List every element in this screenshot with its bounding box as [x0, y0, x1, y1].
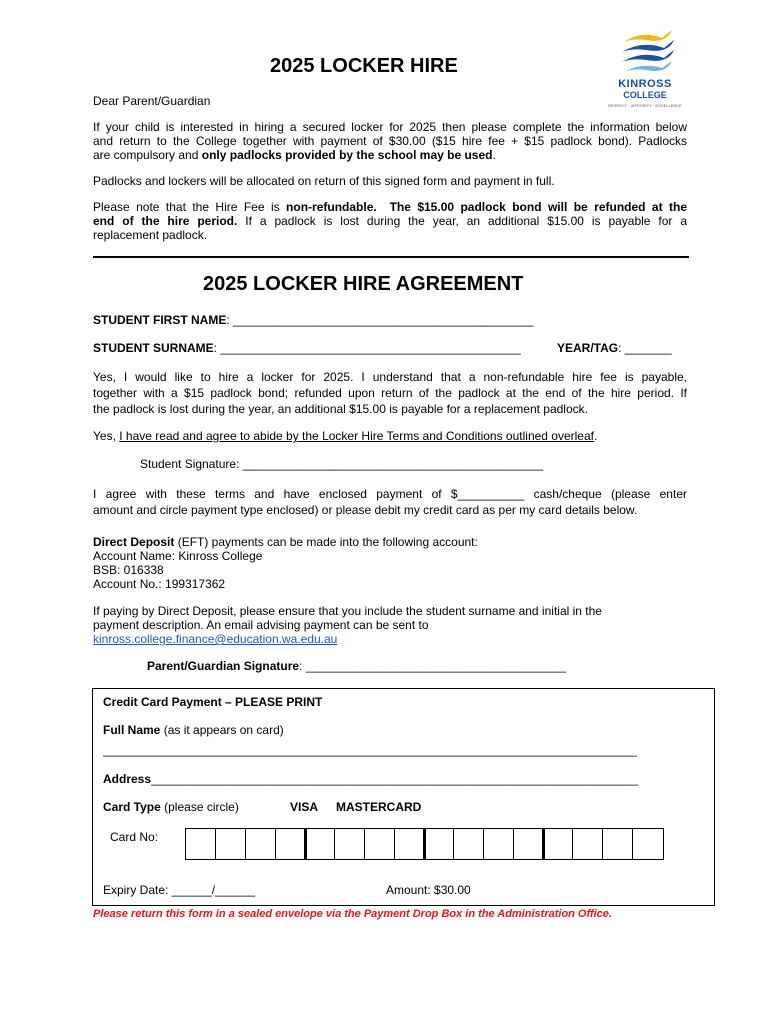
school-logo: [596, 28, 692, 112]
account-number: Account No.: 199317362: [93, 577, 226, 591]
terms-reference: I have read and agree to abide by the Locker Hire Terms and Conditions outlined overleaf: [119, 429, 594, 443]
card-digit-cell[interactable]: [632, 829, 633, 859]
card-digit-cell[interactable]: [245, 829, 246, 859]
text-run: .: [492, 148, 496, 162]
credit-card-box: [92, 688, 715, 906]
card-digit-cell[interactable]: [602, 829, 603, 859]
field-label: YEAR/TAG: [557, 341, 619, 355]
card-digit-cell[interactable]: [334, 829, 335, 859]
logo-name: KINROSS: [618, 78, 672, 90]
field-blank[interactable]: : _____________________________________________: [226, 313, 534, 327]
field-hint: (as it appears on card): [160, 723, 284, 737]
allocation-note: Padlocks and lockers will be allocated on return of this signed form and payment in full.: [93, 174, 555, 188]
text-run: Yes,: [93, 429, 120, 443]
kinross-wave-icon: [616, 28, 676, 78]
finance-email-link[interactable]: kinross.college.finance@education.wa.edu.au: [93, 632, 338, 646]
refund-note-line: [93, 200, 687, 214]
deposit-note-line: payment description. An email advising payment can be sent to: [93, 618, 429, 632]
card-digit-cell[interactable]: [513, 829, 514, 859]
card-type-label: [103, 800, 239, 814]
direct-deposit-label: Direct Deposit: [93, 535, 175, 549]
text-run-bold: only padlocks provided by the school may be used: [201, 148, 493, 162]
card-digit-cell[interactable]: [215, 829, 216, 859]
direct-deposit-intro: [93, 535, 478, 549]
agreement-paragraph-line: Yes, I would like to hire a locker for 2025. I understand that a non-refundable hire fee is payable,: [93, 370, 687, 384]
card-digit-cell[interactable]: [542, 829, 545, 859]
field-blank[interactable]: _________________________________________________________________________: [151, 772, 639, 786]
intro-paragraph-line: and return to the College together with payment of $30.00 ($15 hire fee + $15 padlock bond). Padlocks: [93, 134, 687, 148]
field-label: STUDENT FIRST NAME: [93, 313, 227, 327]
card-digit-cell[interactable]: [572, 829, 573, 859]
card-digit-cell[interactable]: [483, 829, 484, 859]
field-blank[interactable]: : _______________________________________: [299, 659, 566, 673]
agreement-paragraph-line: together with a $15 padlock bond; refunded upon return of the padlock at the end of the hire period. If: [93, 386, 687, 400]
field-label: Address: [103, 772, 152, 786]
deposit-note-line: If paying by Direct Deposit, please ensure that you include the student surname and initial in the: [93, 604, 602, 618]
greeting: Dear Parent/Guardian: [93, 94, 211, 108]
student-surname-field[interactable]: [93, 341, 521, 355]
card-digit-cell[interactable]: [394, 829, 395, 859]
student-signature-field[interactable]: Student Signature: _____________________________________________: [140, 457, 544, 471]
text-run: Please note that the Hire Fee is: [93, 200, 287, 214]
text-run-bold: end of the hire period.: [93, 214, 238, 228]
amount-text: Amount: $30.00: [386, 883, 471, 897]
card-digit-cell[interactable]: [304, 829, 307, 859]
agreement-title: 2025 LOCKER HIRE AGREEMENT: [203, 273, 524, 295]
card-digit-cell[interactable]: [423, 829, 426, 859]
card-number-grid[interactable]: [185, 828, 664, 860]
card-digit-cell[interactable]: [185, 829, 186, 859]
field-label: Parent/Guardian Signature: [147, 659, 300, 673]
text-run-bold: non-refundable.: [286, 200, 377, 214]
card-number-label: Card No:: [110, 830, 159, 844]
year-tag-field[interactable]: [557, 341, 672, 355]
field-label: STUDENT SURNAME: [93, 341, 214, 355]
text-run: are compulsory and: [93, 148, 202, 162]
field-blank[interactable]: : _______: [618, 341, 672, 355]
bsb-number: BSB: 016338: [93, 563, 164, 577]
section-divider: [93, 256, 689, 258]
refund-note-line: replacement padlock.: [93, 228, 208, 242]
text-run: (EFT) payments can be made into the following account:: [174, 535, 478, 549]
text-run: .: [594, 429, 598, 443]
intro-paragraph-line: If your child is interested in hiring a secured locker for 2025 then please complete the information below: [93, 120, 687, 134]
agreement-paragraph-line: the padlock is lost during the year, an additional $15.00 is payable for a replacement padlock.: [93, 402, 588, 416]
refund-note-line: [93, 214, 687, 228]
terms-agreement-line: [93, 429, 597, 443]
student-first-name-field[interactable]: [93, 313, 533, 327]
logo-tagline: RESPECT · INTEGRITY · EXCELLENCE: [608, 103, 682, 108]
field-label: Card Type: [103, 800, 161, 814]
card-type-visa[interactable]: VISA: [290, 800, 319, 814]
field-blank[interactable]: : _____________________________________________: [213, 341, 521, 355]
parent-signature-field[interactable]: [147, 659, 566, 673]
logo-subname: COLLEGE: [623, 90, 667, 100]
text-run-bold: The $15.00 padlock bond will be refunded at the: [389, 200, 688, 214]
field-label: Full Name: [103, 723, 161, 737]
text-run: If a padlock is lost during the year, an additional $15.00 is payable for a: [245, 214, 687, 228]
payment-agreement-line: I agree with these terms and have enclosed payment of $__________ cash/cheque (please enter: [93, 487, 687, 501]
payment-agreement-line: amount and circle payment type enclosed) or please debit my credit card as per my card details below.: [93, 503, 638, 517]
card-digit-cell[interactable]: [364, 829, 365, 859]
credit-card-heading: Credit Card Payment – PLEASE PRINT: [103, 695, 323, 709]
account-name: Account Name: Kinross College: [93, 549, 263, 563]
field-hint: (please circle): [160, 800, 239, 814]
page-title: 2025 LOCKER HIRE: [270, 55, 458, 77]
intro-paragraph-line: [93, 148, 496, 162]
full-name-field[interactable]: ________________________________________________________________________________: [103, 743, 637, 757]
expiry-date-field[interactable]: Expiry Date: ______/______: [103, 883, 256, 897]
card-digit-cell[interactable]: [453, 829, 454, 859]
card-type-mastercard[interactable]: MASTERCARD: [336, 800, 422, 814]
card-digit-cell[interactable]: [275, 829, 276, 859]
address-field[interactable]: [103, 772, 699, 786]
full-name-label: [103, 723, 284, 737]
return-instructions: Please return this form in a sealed envelope via the Payment Drop Box in the Administration Office.: [93, 908, 612, 920]
